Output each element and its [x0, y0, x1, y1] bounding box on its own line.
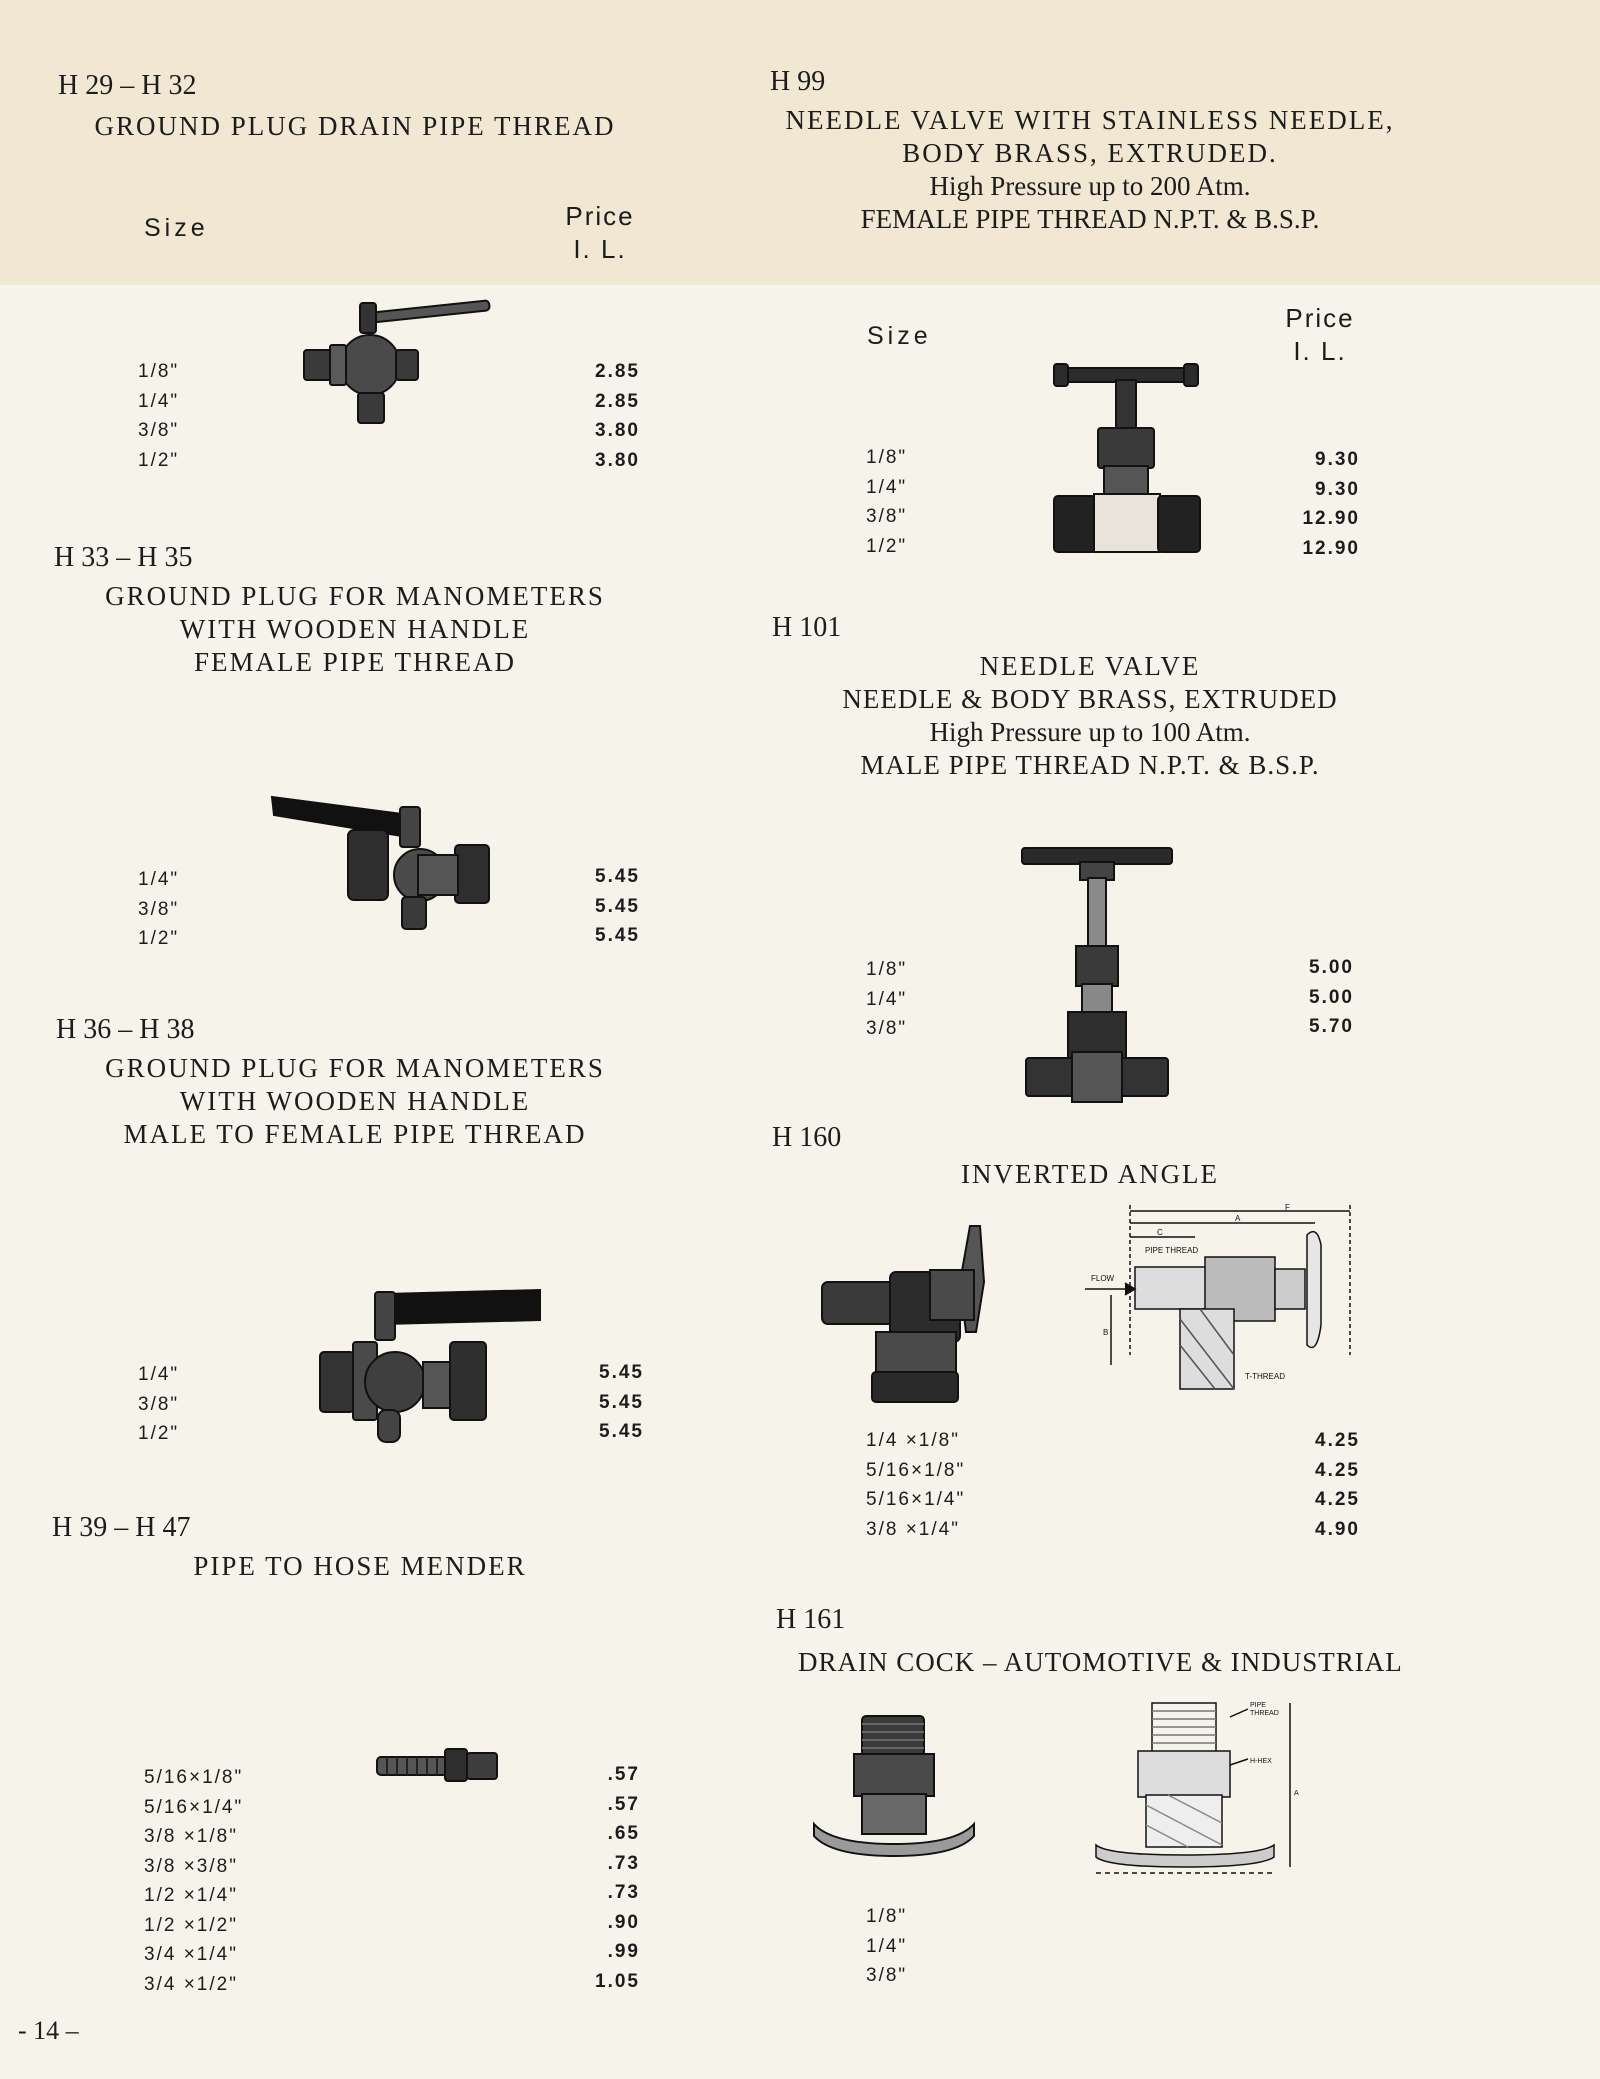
size-header: Size — [867, 322, 932, 350]
hose-mender-image — [375, 1745, 500, 1785]
size-cell: 3/4 ×1/2" — [144, 1973, 238, 1995]
size-cell: 1/2" — [138, 449, 180, 471]
size-cell: 5/16×1/8" — [866, 1459, 966, 1481]
size-cell: 3/8 ×3/8" — [144, 1855, 238, 1877]
size-cell: 1/8" — [866, 447, 908, 468]
title-line: High Pressure up to 200 Atm. — [929, 171, 1251, 201]
size-list — [866, 443, 907, 561]
price-list — [1274, 953, 1354, 1042]
price-list — [1280, 1426, 1360, 1544]
price-cell: 4.25 — [1315, 1489, 1360, 1510]
size-list — [144, 1763, 243, 1999]
ground-plug-male-female-image — [315, 1282, 545, 1442]
size-list — [138, 865, 179, 954]
section-code: H 161 — [776, 1604, 846, 1635]
price-cell: .73 — [607, 1852, 640, 1874]
title-line: WITH WOODEN HANDLE — [179, 1086, 531, 1116]
title-line: GROUND PLUG FOR MANOMETERS — [105, 1053, 605, 1083]
t-thread-label: T-THREAD — [1245, 1372, 1285, 1381]
price-list — [560, 862, 640, 951]
price-cell: 3.80 — [595, 449, 640, 471]
size-cell: 5/16×1/4" — [866, 1489, 966, 1510]
ground-plug-female-image — [270, 785, 495, 945]
size-cell: 1/4" — [866, 1935, 908, 1957]
page-number: - 14 – — [18, 2016, 79, 2045]
inverted-angle-image — [820, 1222, 995, 1407]
section-code: H 33 – H 35 — [54, 542, 193, 573]
size-cell: 1/8" — [138, 361, 180, 382]
price-header — [1268, 302, 1372, 368]
thread-label: THREAD — [1250, 1710, 1279, 1717]
price-cell: 12.90 — [1302, 537, 1360, 559]
title-line: DRAIN COCK – AUTOMOTIVE & INDUSTRIAL — [798, 1647, 1403, 1677]
price-header-line: Price — [565, 201, 635, 231]
price-cell: 9.30 — [1315, 449, 1360, 470]
title-line: NEEDLE & BODY BRASS, EXTRUDED — [842, 684, 1338, 714]
price-cell: .57 — [607, 1793, 640, 1815]
title-line: WITH WOODEN HANDLE — [179, 614, 531, 644]
size-cell: 3/8" — [866, 506, 908, 527]
title-line: NEEDLE VALVE WITH STAINLESS NEEDLE, — [785, 105, 1395, 135]
size-list — [138, 1360, 179, 1449]
title-line: GROUND PLUG FOR MANOMETERS — [105, 581, 605, 611]
price-header-unit: I. L. — [573, 234, 627, 264]
price-cell: .65 — [607, 1823, 640, 1844]
hex-label: H-HEX — [1250, 1758, 1272, 1765]
pipe-thread-label: PIPE THREAD — [1145, 1246, 1199, 1255]
section-code: H 101 — [772, 612, 842, 643]
section-title — [80, 1550, 640, 1583]
price-header-line: Price — [1285, 303, 1355, 333]
size-cell: 1/2" — [866, 535, 908, 557]
price-cell: 5.45 — [599, 1391, 644, 1413]
size-cell: 1/2" — [138, 1423, 180, 1444]
title-line: MALE PIPE THREAD N.P.T. & B.S.P. — [860, 750, 1320, 780]
price-list — [564, 1358, 644, 1447]
needle-valve-h99-image — [1050, 360, 1210, 555]
size-cell: 3/8" — [138, 1393, 180, 1415]
section-title — [80, 1052, 630, 1151]
title-line: GROUND PLUG DRAIN PIPE THREAD — [94, 111, 616, 141]
size-list — [138, 357, 179, 475]
size-list — [866, 1426, 965, 1544]
price-cell: 5.00 — [1309, 957, 1354, 978]
size-cell: 3/8" — [138, 420, 180, 441]
section-title — [770, 650, 1410, 782]
price-cell: 12.90 — [1302, 508, 1360, 529]
title-line: FEMALE PIPE THREAD — [193, 647, 517, 677]
dim-f-label: F — [1285, 1203, 1290, 1212]
price-cell: 2.85 — [595, 390, 640, 412]
size-cell: 1/4" — [138, 1364, 180, 1385]
price-cell: 1.05 — [595, 1970, 640, 1992]
title-line: High Pressure up to 100 Atm. — [929, 717, 1251, 747]
dim-a-label: A — [1235, 1214, 1241, 1223]
price-list — [560, 1760, 640, 1996]
price-cell: .90 — [607, 1911, 640, 1933]
size-cell: 3/8 ×1/4" — [866, 1518, 960, 1540]
title-line: NEEDLE VALVE — [979, 651, 1201, 681]
section-title — [770, 1158, 1410, 1191]
price-cell: 5.00 — [1309, 986, 1354, 1008]
flow-label: FLOW — [1091, 1274, 1115, 1283]
dim-c-label: C — [1157, 1228, 1163, 1237]
price-cell: 4.90 — [1315, 1518, 1360, 1540]
size-cell: 1/4" — [866, 988, 908, 1010]
size-cell: 1/8" — [866, 1906, 908, 1927]
size-cell: 3/8" — [866, 1965, 908, 1986]
ground-plug-drain-image — [300, 295, 500, 445]
section-code: H 160 — [772, 1122, 842, 1153]
size-cell: 3/8" — [138, 898, 180, 920]
price-cell: 4.25 — [1315, 1430, 1360, 1451]
price-list — [1280, 445, 1360, 563]
section-title — [80, 580, 630, 679]
needle-valve-h101-image — [1020, 842, 1180, 1104]
size-cell: 1/2 ×1/4" — [144, 1885, 238, 1906]
price-cell: .73 — [607, 1882, 640, 1903]
section-title — [770, 104, 1410, 236]
size-cell: 1/4" — [866, 476, 908, 498]
size-cell: 1/8" — [866, 959, 908, 980]
size-cell: 3/8 ×1/8" — [144, 1826, 238, 1847]
size-cell: 5/16×1/4" — [144, 1796, 244, 1818]
price-cell: .99 — [607, 1941, 640, 1962]
title-line: MALE TO FEMALE PIPE THREAD — [123, 1119, 587, 1149]
drain-cock-diagram — [1088, 1695, 1348, 1880]
pipe-label: PIPE — [1250, 1702, 1266, 1709]
section-code: H 29 – H 32 — [58, 70, 197, 101]
drain-cock-image — [812, 1710, 977, 1860]
section-code: H 39 – H 47 — [52, 1512, 191, 1543]
dim-a-label: A — [1294, 1790, 1299, 1797]
size-list — [866, 955, 907, 1044]
price-cell: 5.45 — [599, 1362, 644, 1383]
price-header-unit: I. L. — [1293, 336, 1347, 366]
price-cell: 2.85 — [595, 361, 640, 382]
price-cell: 5.45 — [595, 895, 640, 917]
title-line: INVERTED ANGLE — [960, 1159, 1220, 1189]
price-list — [560, 357, 640, 475]
size-cell: 3/8" — [866, 1018, 908, 1039]
inverted-angle-diagram — [1085, 1205, 1360, 1410]
title-line: BODY BRASS, EXTRUDED. — [902, 138, 1278, 168]
price-cell: 5.45 — [599, 1421, 644, 1442]
size-header: Size — [144, 214, 209, 242]
size-cell: 1/4" — [138, 390, 180, 412]
size-cell: 1/2 ×1/2" — [144, 1914, 238, 1936]
price-cell: 9.30 — [1315, 478, 1360, 500]
price-cell: 4.25 — [1315, 1459, 1360, 1481]
price-cell: 5.45 — [595, 925, 640, 946]
section-code: H 99 — [770, 66, 826, 97]
size-cell: 1/4 ×1/8" — [866, 1430, 960, 1451]
section-title — [80, 110, 630, 143]
price-cell: 3.80 — [595, 420, 640, 441]
dim-b-label: B — [1103, 1328, 1109, 1337]
price-header — [548, 200, 652, 266]
section-title — [798, 1646, 1438, 1679]
size-list — [866, 1902, 907, 1991]
title-line: PIPE TO HOSE MENDER — [193, 1551, 527, 1581]
size-cell: 3/4 ×1/4" — [144, 1944, 238, 1965]
title-line: FEMALE PIPE THREAD N.P.T. & B.S.P. — [860, 204, 1320, 234]
size-cell: 1/4" — [138, 869, 180, 890]
section-code: H 36 – H 38 — [56, 1014, 195, 1045]
price-cell: .57 — [607, 1764, 640, 1785]
price-cell: 5.45 — [595, 866, 640, 887]
size-cell: 5/16×1/8" — [144, 1767, 244, 1788]
size-cell: 1/2" — [138, 928, 180, 949]
price-cell: 5.70 — [1309, 1016, 1354, 1037]
